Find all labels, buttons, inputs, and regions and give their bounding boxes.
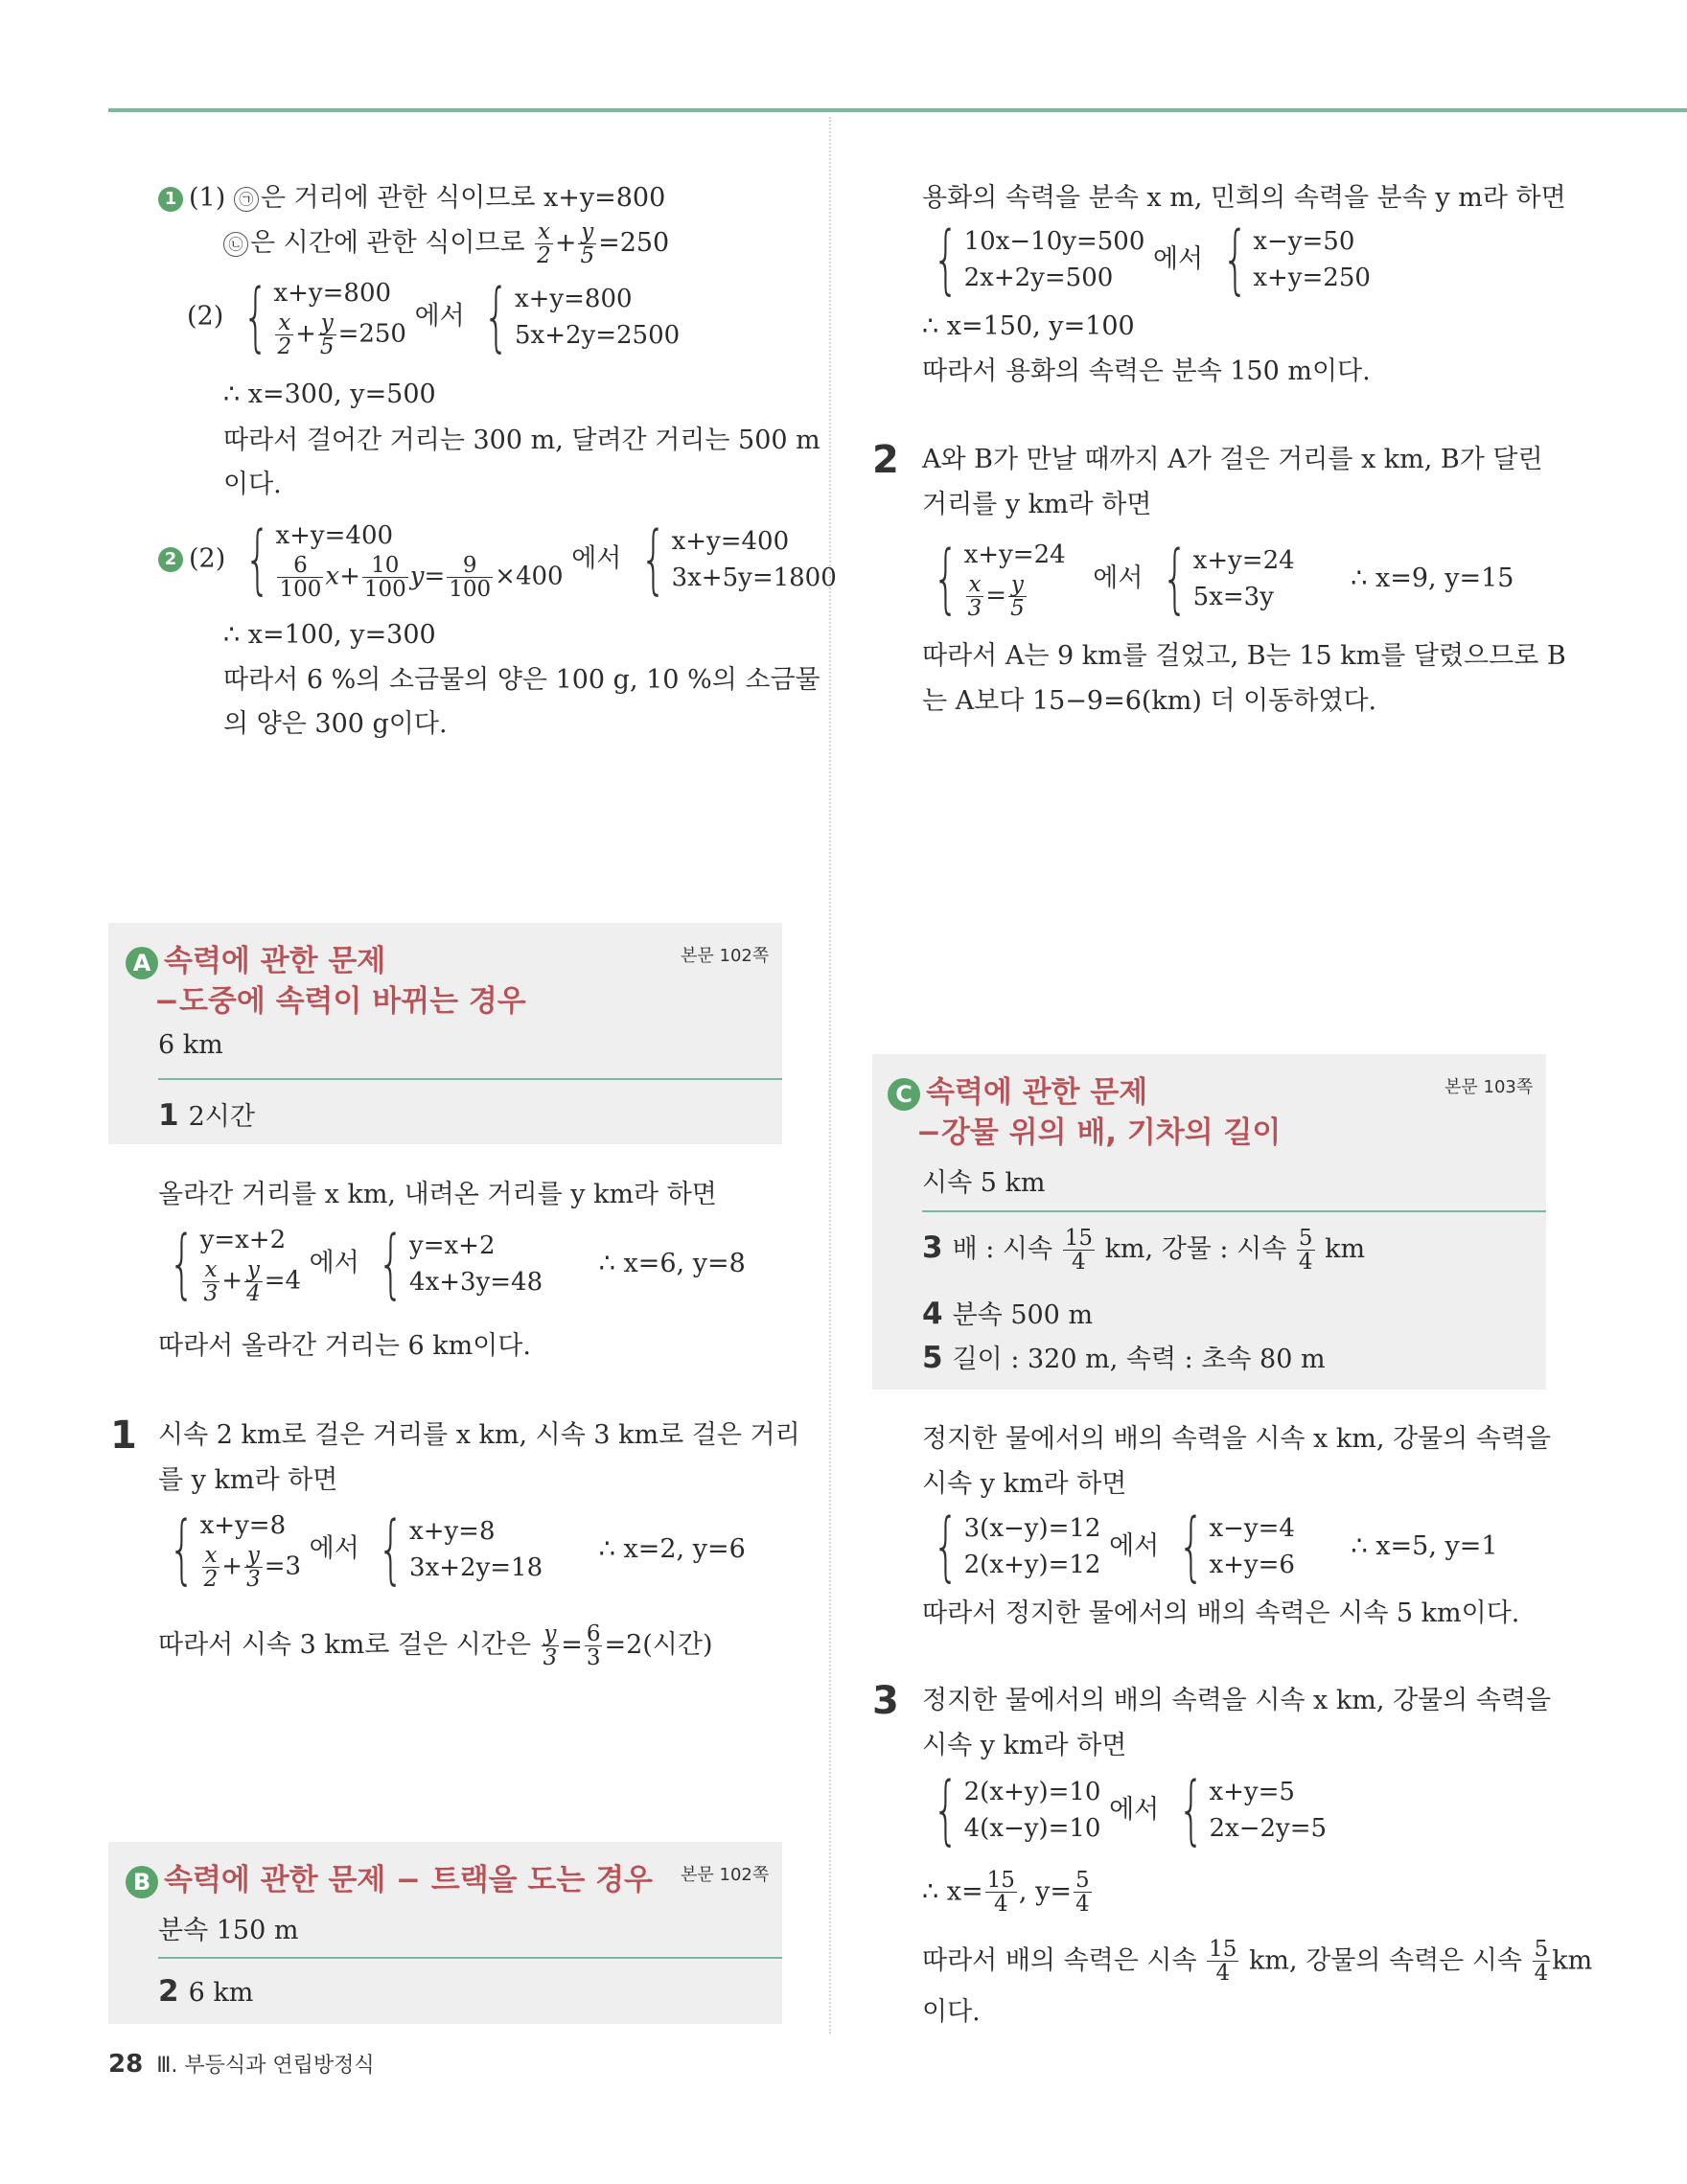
box-c-separator — [922, 1210, 1546, 1212]
prob2-system: { x+y=24 $\frac{x}{3}$ = $\frac{y}{5}$ 에서 { x+y=24 5x=3y ∴ x=9, y=15 — [922, 537, 1514, 620]
prob3-solution: ∴ x= $\frac{15}{4}$ , y= $\frac{5}{4}$ — [922, 1868, 1090, 1917]
circled-mark-2: ㉡ — [223, 232, 248, 257]
badge-1: 1 — [158, 187, 183, 212]
box-b-item-2: 2 6 km — [158, 1974, 254, 2009]
circled-mark-1: ㉠ — [234, 187, 259, 212]
equation-system: { x+y=800 $\frac{x}{2}$ + $\frac{y}{5}$ =250 — [243, 273, 406, 360]
equation-system: { x+y=24 5x=3y — [1162, 535, 1295, 622]
equation-system: { x+y=8 3x+2y=18 — [378, 1506, 543, 1593]
equation-system: { x−y=4 x+y=6 — [1178, 1504, 1295, 1590]
prob3-conclusion-2: 이다. — [922, 1997, 981, 2027]
solA-intro: 올라간 거리를 x km, 내려온 거리를 y km라 하면 — [158, 1180, 717, 1209]
box-b-title: B 속력에 관한 문제 − 트랙을 도는 경우 — [126, 1855, 653, 1898]
fraction: $\frac{x}{2}$ — [537, 219, 551, 268]
box-b-separator — [158, 1957, 782, 1959]
solA-conclusion: 따라서 올라간 거리는 6 km이다. — [158, 1331, 531, 1361]
solC-line2: 시속 y km라 하면 — [922, 1469, 1127, 1499]
right-system: { 10x−10y=500 2x+2y=500 에서 { x−y=50 x+y=250 — [922, 222, 1371, 297]
prob2-line1: A와 B가 만날 때까지 A가 걸은 거리를 x km, B가 달린 — [922, 445, 1543, 474]
box-a-answer: 6 km — [158, 1030, 223, 1060]
box-b-answer: 분속 150 m — [158, 1916, 299, 1945]
prob3-conclusion: 따라서 배의 속력은 시속 $\frac{15}{4}$ km, 강물의 속력은 시속 $\frac{5}{4}$ km — [922, 1937, 1593, 1986]
prob1-line2: 를 y km라 하면 — [158, 1465, 338, 1495]
box-a-subtitle: −도중에 속력이 바뀌는 경우 — [154, 984, 526, 1019]
solC-system: { 3(x−y)=12 2(x+y)=12 에서 { x−y=4 x+y=6 ∴ x=5, y=1 — [922, 1509, 1498, 1584]
s2-conclusion-1: 따라서 6 %의 소금물의 양은 100 g, 10 %의 소금물 — [223, 665, 820, 695]
s1-solution: ∴ x=300, y=500 — [223, 379, 436, 409]
problem-number-2: 2 — [872, 438, 899, 482]
box-a-title: A 속력에 관한 문제 — [126, 936, 385, 979]
prob1-line1: 시속 2 km로 걸은 거리를 x km, 시속 3 km로 걸은 거리 — [158, 1420, 800, 1450]
prob3-line2: 시속 y km라 하면 — [922, 1731, 1127, 1760]
answer-box-c — [872, 1054, 1546, 1390]
top-rule — [108, 108, 1687, 112]
equation-system: { x+y=5 2x−2y=5 — [1178, 1767, 1328, 1853]
answer-box-b — [108, 1842, 782, 2024]
prob3-line1: 정지한 물에서의 배의 속력을 시속 x km, 강물의 속력을 — [922, 1686, 1552, 1715]
box-b-page-ref: 본문 102쪽 — [681, 1865, 770, 1885]
box-a-item-1: 1 2시간 — [158, 1098, 255, 1133]
equation-system: { x+y=800 5x+2y=2500 — [483, 273, 681, 360]
answer-box-a — [108, 923, 782, 1144]
s1-line1: 1 (1) ㉠ 은 거리에 관한 식이므로 x+y=800 — [158, 179, 665, 218]
box-c-subtitle: −강물 위의 배, 기차의 길이 — [916, 1115, 1282, 1150]
right-intro: 용화의 속력을 분속 x m, 민희의 속력을 분속 y m라 하면 — [922, 183, 1566, 213]
equation-system: { y=x+2 4x+3y=48 — [378, 1220, 543, 1307]
problem-number-1: 1 — [110, 1414, 137, 1458]
equation-system: { 3(x−y)=12 2(x+y)=12 — [933, 1504, 1101, 1590]
page-number: 28 — [108, 2050, 144, 2079]
box-c-item-5: 5 길이 : 320 m, 속력 : 초속 80 m — [922, 1341, 1326, 1375]
box-c-item-4: 4 분속 500 m — [922, 1297, 1094, 1331]
box-c-page-ref: 본문 103쪽 — [1444, 1077, 1534, 1097]
problem-number-3: 3 — [872, 1679, 899, 1723]
prob2-conclusion-2: 는 A보다 15−9=6(km) 더 이동하였다. — [922, 686, 1377, 716]
right-conclusion: 따라서 용화의 속력은 분속 150 m이다. — [922, 356, 1371, 386]
solC-conclusion: 따라서 정지한 물에서의 배의 속력은 시속 5 km이다. — [922, 1598, 1520, 1628]
prob3-system: { 2(x+y)=10 4(x−y)=10 에서 { x+y=5 2x−2y=5 — [922, 1773, 1327, 1848]
chapter-title: Ⅲ. 부등식과 연립방정식 — [156, 2054, 375, 2078]
equation-system: { x+y=400 $\frac{6}{100}$ x+ $\frac{10}{100}$ y= $\frac{9}{100}$ ×400 — [244, 516, 564, 603]
badge-2: 2 — [158, 547, 183, 572]
page-footer — [108, 2049, 375, 2079]
equation-system: { x−y=50 x+y=250 — [1221, 217, 1371, 303]
right-solution: ∴ x=150, y=100 — [922, 311, 1135, 341]
s2-system: 2 (2) { x+y=400 $\frac{6}{100}$ x+ $\frac{10}{100}$ y= $\frac{9}{100}$ ×400 에서 { x+y=400 3x+5y=1800 — [158, 517, 837, 601]
equation-system: { x+y=24 $\frac{x}{3}$ = $\frac{y}{5}$ — [933, 535, 1066, 622]
box-c-answer: 시속 5 km — [922, 1168, 1046, 1198]
equation-system: { x+y=8 $\frac{x}{2}$ + $\frac{y}{3}$ =3 — [169, 1506, 302, 1593]
column-divider — [829, 117, 831, 2034]
s1-conclusion-2: 이다. — [223, 470, 282, 499]
fraction: $\frac{y}{5}$ — [580, 219, 595, 268]
equation-system: { x+y=400 3x+5y=1800 — [640, 516, 837, 603]
prob1-conclusion: 따라서 시속 3 km로 걸은 시간은 $\frac{y}{3}$ = $\frac{6}{3}$ =2(시간) — [158, 1621, 713, 1670]
s1-line2: ㉡ 은 시간에 관한 식이므로 $\frac{x}{2}$ + $\frac{y}{5}$ =250 — [223, 220, 669, 267]
equation-system: { 2(x+y)=10 4(x−y)=10 — [933, 1767, 1101, 1853]
solC-line1: 정지한 물에서의 배의 속력을 시속 x km, 강물의 속력을 — [922, 1424, 1552, 1454]
prob2-line2: 거리를 y km라 하면 — [922, 490, 1152, 519]
s2-conclusion-2: 의 양은 300 g이다. — [223, 709, 448, 739]
box-c-item-3: 3 배 : 시속 $\frac{15}{4}$ km, 강물 : 시속 $\frac{5}{4}$ km — [922, 1226, 1366, 1275]
box-c-title: C 속력에 관한 문제 — [888, 1068, 1147, 1111]
s2-solution: ∴ x=100, y=300 — [223, 620, 436, 650]
s1-conclusion-1: 따라서 걸어간 거리는 300 m, 달려간 거리는 500 m — [223, 425, 820, 455]
box-a-page-ref: 본문 102쪽 — [681, 946, 770, 966]
prob1-system: { x+y=8 $\frac{x}{2}$ + $\frac{y}{3}$ =3 에서 { x+y=8 3x+2y=18 ∴ x=2, y=6 — [158, 1507, 746, 1591]
s1-system: (2) { x+y=800 $\frac{x}{2}$ + $\frac{y}{5}$ =250 에서 { x+y=800 5x+2y=2500 — [187, 273, 681, 360]
box-a-separator — [158, 1078, 782, 1080]
prob2-conclusion-1: 따라서 A는 9 km를 걸었고, B는 15 km를 달렸으므로 B — [922, 641, 1566, 671]
solA-system: { y=x+2 $\frac{x}{3}$ + $\frac{y}{4}$ =4 에서 { y=x+2 4x+3y=48 ∴ x=6, y=8 — [158, 1222, 746, 1305]
equation-system: { y=x+2 $\frac{x}{3}$ + $\frac{y}{4}$ =4 — [169, 1220, 302, 1307]
equation-system: { 10x−10y=500 2x+2y=500 — [933, 217, 1145, 303]
